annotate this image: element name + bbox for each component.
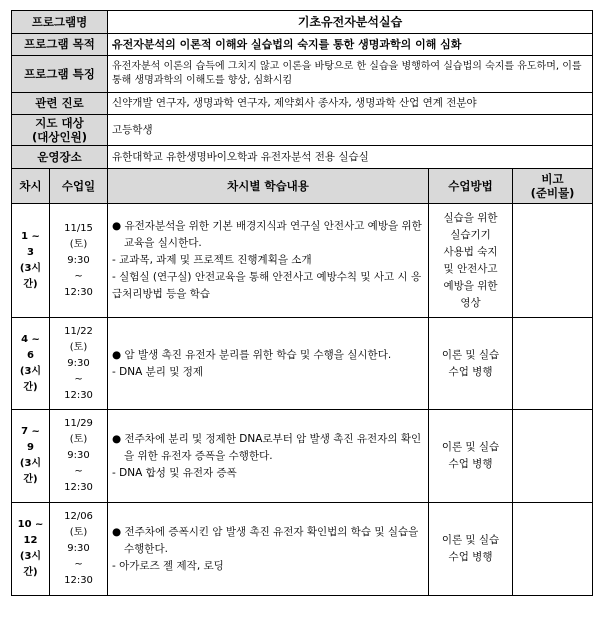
method-line: 사용법 숙지	[443, 245, 498, 258]
session-hours-suffix: 간)	[23, 278, 38, 290]
method-line: 실습기기	[450, 228, 491, 241]
method-cell	[429, 204, 513, 318]
date-weekday: (토)	[69, 527, 88, 538]
method-line: 이론 및 실습	[441, 348, 500, 361]
content-detail: - DNA 분리 및 정제	[112, 365, 203, 378]
date-end: 12:30	[64, 389, 93, 401]
note-cell	[513, 503, 593, 596]
date-day: 12/06	[64, 511, 93, 522]
method-line: 수업 병행	[448, 458, 493, 470]
venue-label: 운영장소	[12, 146, 108, 169]
career-label: 관련 진로	[12, 93, 108, 115]
session-hours: (3시	[19, 458, 42, 469]
target-value: 고등학생	[108, 115, 593, 146]
header-note-line1: 비고	[541, 172, 564, 186]
method-cell	[429, 318, 513, 410]
content-main: ● 유전자분석을 위한 기본 배경지식과 연구실 안전사고 예방을 위한 교육을 실시한다.	[112, 220, 422, 249]
date-day: 11/29	[64, 418, 93, 429]
date-day: 11/22	[64, 325, 93, 337]
date-end: 12:30	[64, 575, 93, 586]
session-hours-suffix: 간)	[23, 474, 38, 485]
header-note-line2: (준비물)	[530, 186, 575, 200]
content-main: ● 전주차에 분리 및 정제한 DNA로부터 암 발생 촉진 유전자의 확인을 위한 유전자 증폭을 수행한다.	[112, 432, 422, 462]
session-number: 10 ~	[17, 519, 44, 530]
header-content: 차시별 학습내용	[108, 169, 429, 204]
date-sep: ~	[74, 373, 83, 385]
content-detail: - DNA 합성 및 유전자 증폭	[112, 466, 237, 479]
date-start: 9:30	[67, 357, 90, 369]
target-label-line1: 지도 대상	[35, 116, 84, 130]
session-cell	[12, 204, 50, 318]
header-method: 수업방법	[429, 169, 513, 204]
purpose-label: 프로그램 목적	[12, 34, 108, 56]
method-line: 이론 및 실습	[441, 441, 500, 453]
career-value: 신약개발 연구자, 생명과학 연구자, 제약회사 종사자, 생명과학 산업 연계 전분야	[108, 93, 593, 115]
date-start: 9:30	[67, 543, 90, 554]
note-cell	[513, 204, 593, 318]
content-main: ● 전주차에 증폭시킨 암 발생 촉진 유전자 확인법의 학습 및 실습을 수행한다.	[112, 525, 419, 555]
program-name: 기초유전자분석실습	[108, 11, 593, 34]
method-cell	[429, 503, 513, 596]
date-sep: ~	[74, 466, 83, 477]
header-session: 차시	[12, 169, 50, 204]
header-note	[513, 169, 593, 204]
method-line: 영상	[460, 296, 481, 309]
features-value: 유전자분석 이론의 습득에 그치지 않고 이론을 바탕으로 한 실습을 병행하여 실습법의 숙지를 유도하며, 이를 통해 생명과학의 이해도를 향상, 심화시킴	[108, 56, 593, 93]
date-cell	[50, 410, 108, 503]
session-cell	[12, 318, 50, 410]
date-cell	[50, 318, 108, 410]
content-detail: - 아가로즈 젤 제작, 로딩	[112, 559, 224, 572]
date-cell	[50, 503, 108, 596]
date-weekday: (토)	[69, 341, 88, 353]
session-hours: (3시	[19, 365, 42, 377]
header-date: 수업일	[50, 169, 108, 204]
purpose-value: 유전자분석의 이론적 이해와 실습법의 숙지를 통한 생명과학의 이해 심화	[108, 34, 593, 56]
program-name-label: 프로그램명	[12, 11, 108, 34]
program-table	[11, 10, 593, 596]
method-line: 수업 병행	[448, 365, 493, 378]
content-cell	[108, 503, 429, 596]
date-sep: ~	[74, 270, 83, 282]
session-number: 7 ~ 9	[21, 426, 40, 453]
method-line: 예방을 위한	[443, 279, 498, 292]
date-sep: ~	[74, 559, 83, 570]
session-cell	[12, 503, 50, 596]
date-weekday: (토)	[69, 434, 88, 445]
method-cell	[429, 410, 513, 503]
date-end: 12:30	[64, 482, 93, 493]
content-cell	[108, 204, 429, 318]
date-end: 12:30	[64, 286, 93, 298]
session-number: 4 ~ 6	[21, 333, 40, 361]
method-line: 및 안전사고	[443, 262, 498, 275]
date-cell	[50, 204, 108, 318]
note-cell	[513, 410, 593, 503]
date-day: 11/15	[64, 222, 93, 234]
session-hours: (3시	[19, 551, 42, 562]
table-row	[12, 204, 593, 318]
session-hours: (3시	[19, 262, 42, 274]
content-main: ● 암 발생 촉진 유전자 분리를 위한 학습 및 수행을 실시한다.	[112, 348, 392, 361]
note-cell	[513, 318, 593, 410]
session-hours-suffix: 간)	[23, 381, 38, 393]
date-start: 9:30	[67, 450, 90, 461]
session-number: 1 ~ 3	[21, 230, 40, 258]
features-label: 프로그램 특징	[12, 56, 108, 93]
table-row	[12, 318, 593, 410]
venue-value: 유한대학교 유한생명바이오학과 유전자분석 전용 실습실	[108, 146, 593, 169]
content-cell	[108, 410, 429, 503]
content-cell	[108, 318, 429, 410]
target-label	[12, 115, 108, 146]
method-line: 이론 및 실습	[441, 534, 500, 546]
target-label-line2: (대상인원)	[32, 130, 87, 144]
content-detail: - 실험실 (연구실) 안전교육을 통해 안전사고 예방수칙 및 사고 시 응급처리방법 등을 학습	[112, 271, 422, 300]
content-detail: - 교과목, 과제 및 프로젝트 진행계획을 소개	[112, 254, 312, 266]
session-cell	[12, 410, 50, 503]
table-row	[12, 503, 593, 596]
date-start: 9:30	[67, 254, 90, 266]
method-line: 수업 병행	[448, 551, 493, 563]
method-line: 실습을 위한	[443, 211, 498, 224]
table-row	[12, 410, 593, 503]
session-hours-suffix: 간)	[23, 567, 38, 578]
session-number-cont: 12	[23, 535, 38, 546]
date-weekday: (토)	[69, 238, 88, 250]
